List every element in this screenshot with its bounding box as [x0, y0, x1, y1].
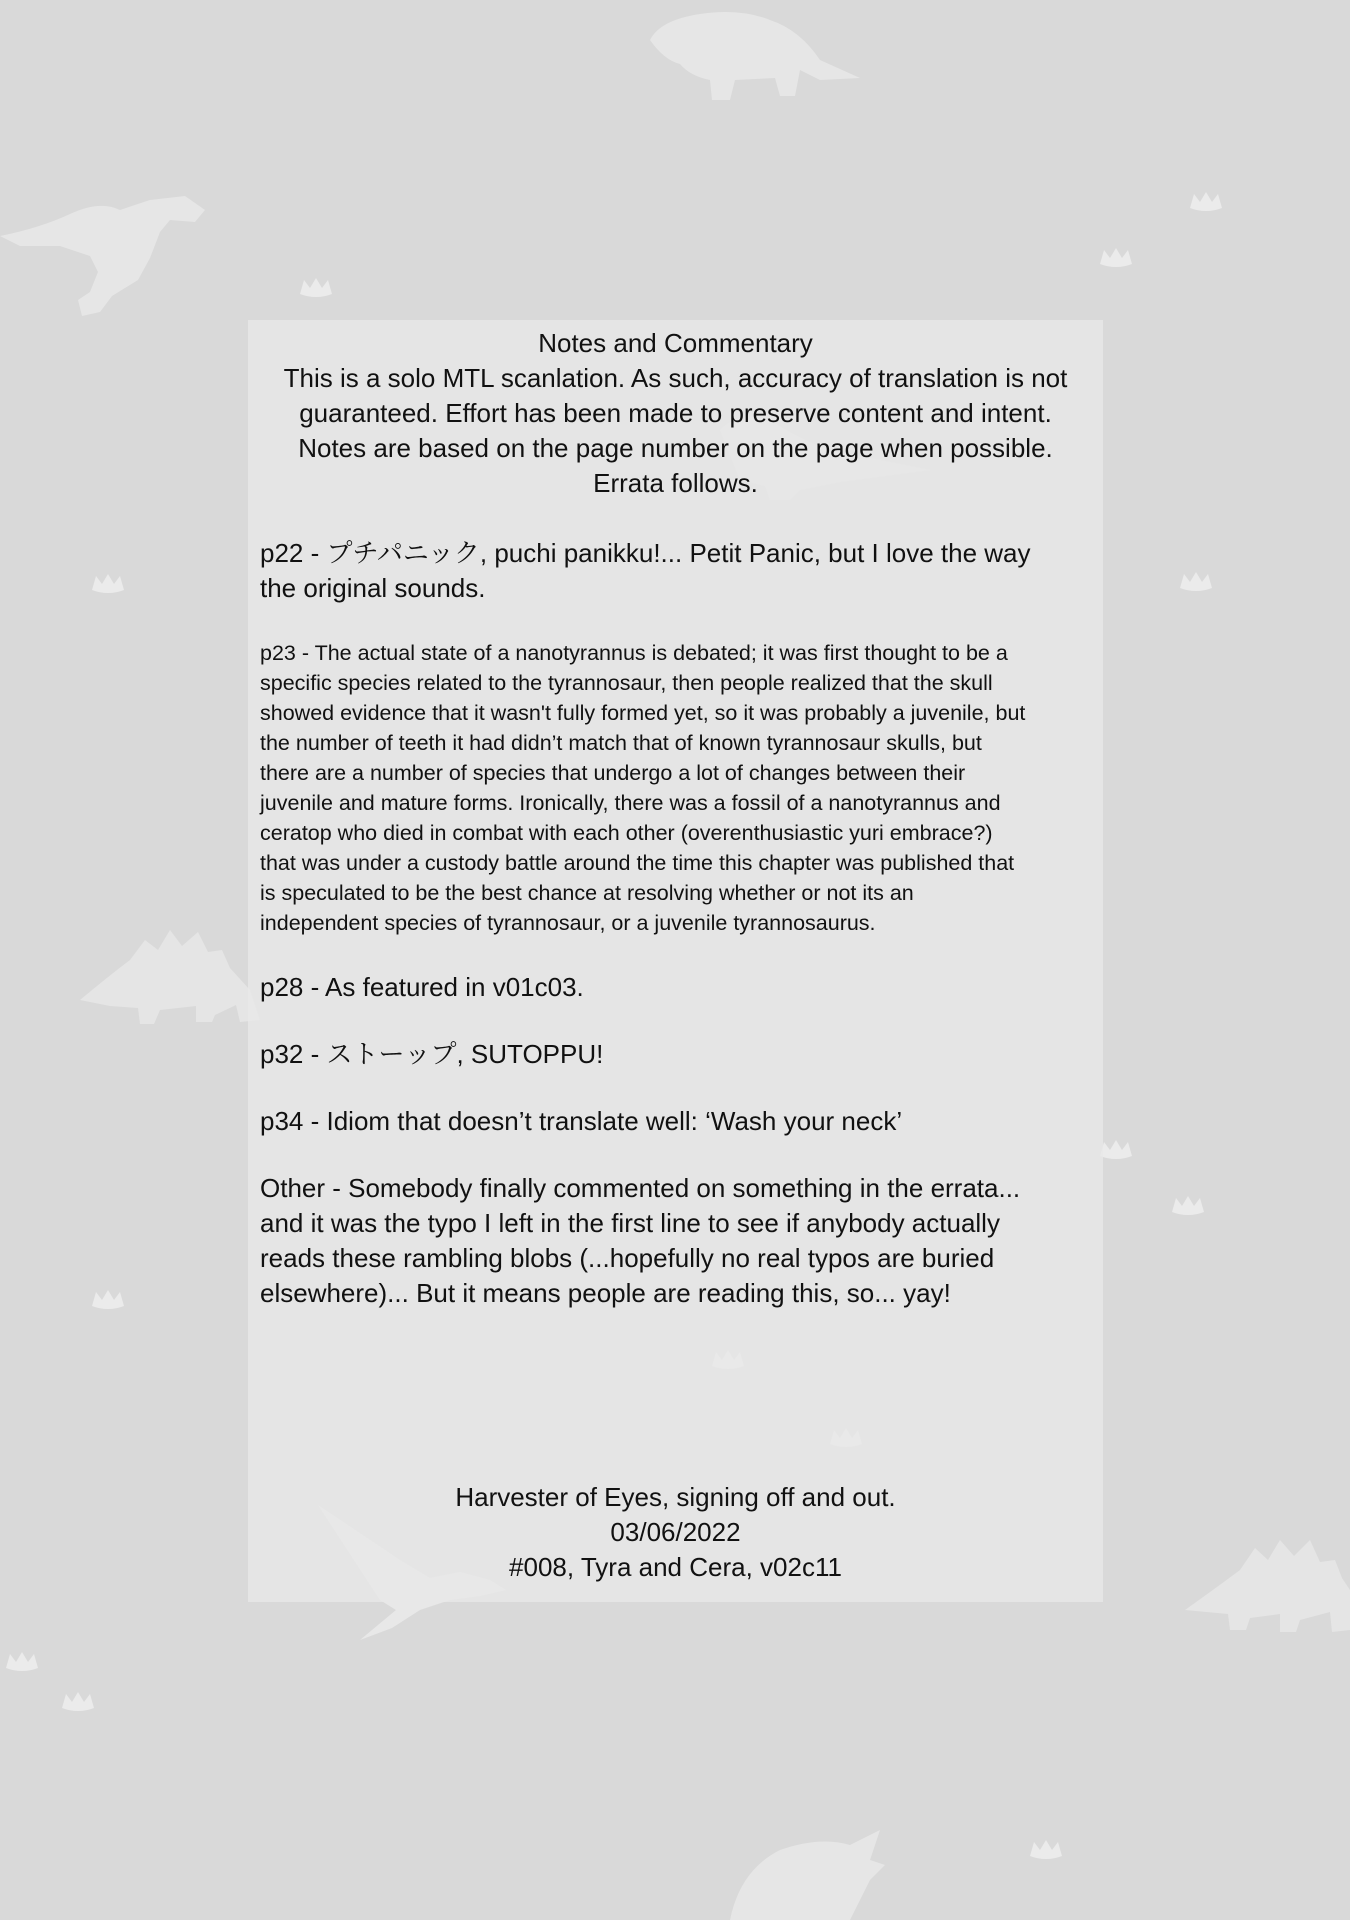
note-line: reads these rambling blobs (...hopefully no real typos are buried — [260, 1243, 995, 1273]
notes-panel — [248, 320, 1103, 1602]
note-line: showed evidence that it wasn't fully formed yet, so it was probably a juvenile, but — [260, 701, 1026, 725]
page-title: Notes and Commentary — [538, 328, 813, 358]
signoff-footer — [248, 1480, 1103, 1585]
intro-line: Errata follows. — [593, 468, 758, 498]
crown-icon — [1100, 248, 1132, 267]
trex-silhouette-icon — [0, 196, 205, 316]
intro-line: guaranteed. Effort has been made to preserve content and intent. — [299, 398, 1052, 428]
crown-icon — [1030, 1840, 1062, 1859]
note-line: juvenile and mature forms. Ironically, there was a fossil of a nanotyrannus and — [260, 791, 1001, 815]
note-p22 — [260, 536, 1091, 606]
crown-icon — [300, 278, 332, 297]
note-line: elsewhere)... But it means people are reading this, so... yay! — [260, 1278, 951, 1308]
note-p34 — [260, 1104, 1091, 1139]
note-line: ceratop who died in combat with each other (overenthusiastic yuri embrace?) — [260, 821, 993, 845]
crown-icon — [92, 1290, 124, 1309]
note-line: that was under a custody battle around the time this chapter was published that — [260, 851, 1015, 875]
note-p32 — [260, 1037, 1091, 1072]
stegosaurus-silhouette-icon — [1185, 1540, 1350, 1632]
intro-line: Notes are based on the page number on the page when possible. — [298, 433, 1053, 463]
note-p23 — [260, 638, 1091, 938]
note-line: there are a number of species that undergo a lot of changes between their — [260, 761, 966, 785]
note-other — [260, 1171, 1091, 1311]
triceratops-silhouette-icon — [730, 1830, 885, 1920]
note-line: the number of teeth it had didn’t match that of known tyrannosaur skulls, but — [260, 731, 982, 755]
notes-header — [260, 326, 1091, 501]
crown-icon — [92, 574, 124, 593]
note-line: the original sounds. — [260, 573, 486, 603]
intro-line: This is a solo MTL scanlation. As such, accuracy of translation is not — [283, 363, 1068, 393]
note-line: Other - Somebody finally commented on something in the errata... — [260, 1173, 1021, 1203]
note-p28 — [260, 970, 1091, 1005]
stegosaurus-silhouette-icon — [80, 930, 260, 1024]
note-line: independent species of tyrannosaur, or a juvenile tyrannosaurus. — [260, 911, 876, 935]
triceratops-silhouette-icon — [650, 12, 860, 100]
note-line: p34 - Idiom that doesn’t translate well: ‘Wash your neck’ — [260, 1106, 903, 1136]
crown-icon — [6, 1652, 38, 1671]
note-line: and it was the typo I left in the first line to see if anybody actually — [260, 1208, 1000, 1238]
note-line: p32 - ストーップ, SUTOPPU! — [260, 1039, 604, 1069]
note-line: p28 - As featured in v01c03. — [260, 972, 584, 1002]
note-line: p23 - The actual state of a nanotyrannus is debated; it was first thought to be a — [260, 641, 1008, 665]
crown-icon — [1172, 1196, 1204, 1215]
note-line: p22 - プチパニック, puchi panikku!... Petit Panic, but I love the way — [260, 538, 1031, 568]
release-label: #008, Tyra and Cera, v02c11 — [509, 1552, 842, 1582]
signoff-line: Harvester of Eyes, signing off and out. — [455, 1482, 896, 1512]
crown-icon — [1100, 1140, 1132, 1159]
note-line: is speculated to be the best chance at resolving whether or not its an — [260, 881, 914, 905]
crown-icon — [62, 1692, 94, 1711]
crown-icon — [1190, 192, 1222, 211]
note-line: specific species related to the tyrannosaur, then people realized that the skull — [260, 671, 993, 695]
crown-icon — [1180, 572, 1212, 591]
signoff-date: 03/06/2022 — [610, 1517, 741, 1547]
